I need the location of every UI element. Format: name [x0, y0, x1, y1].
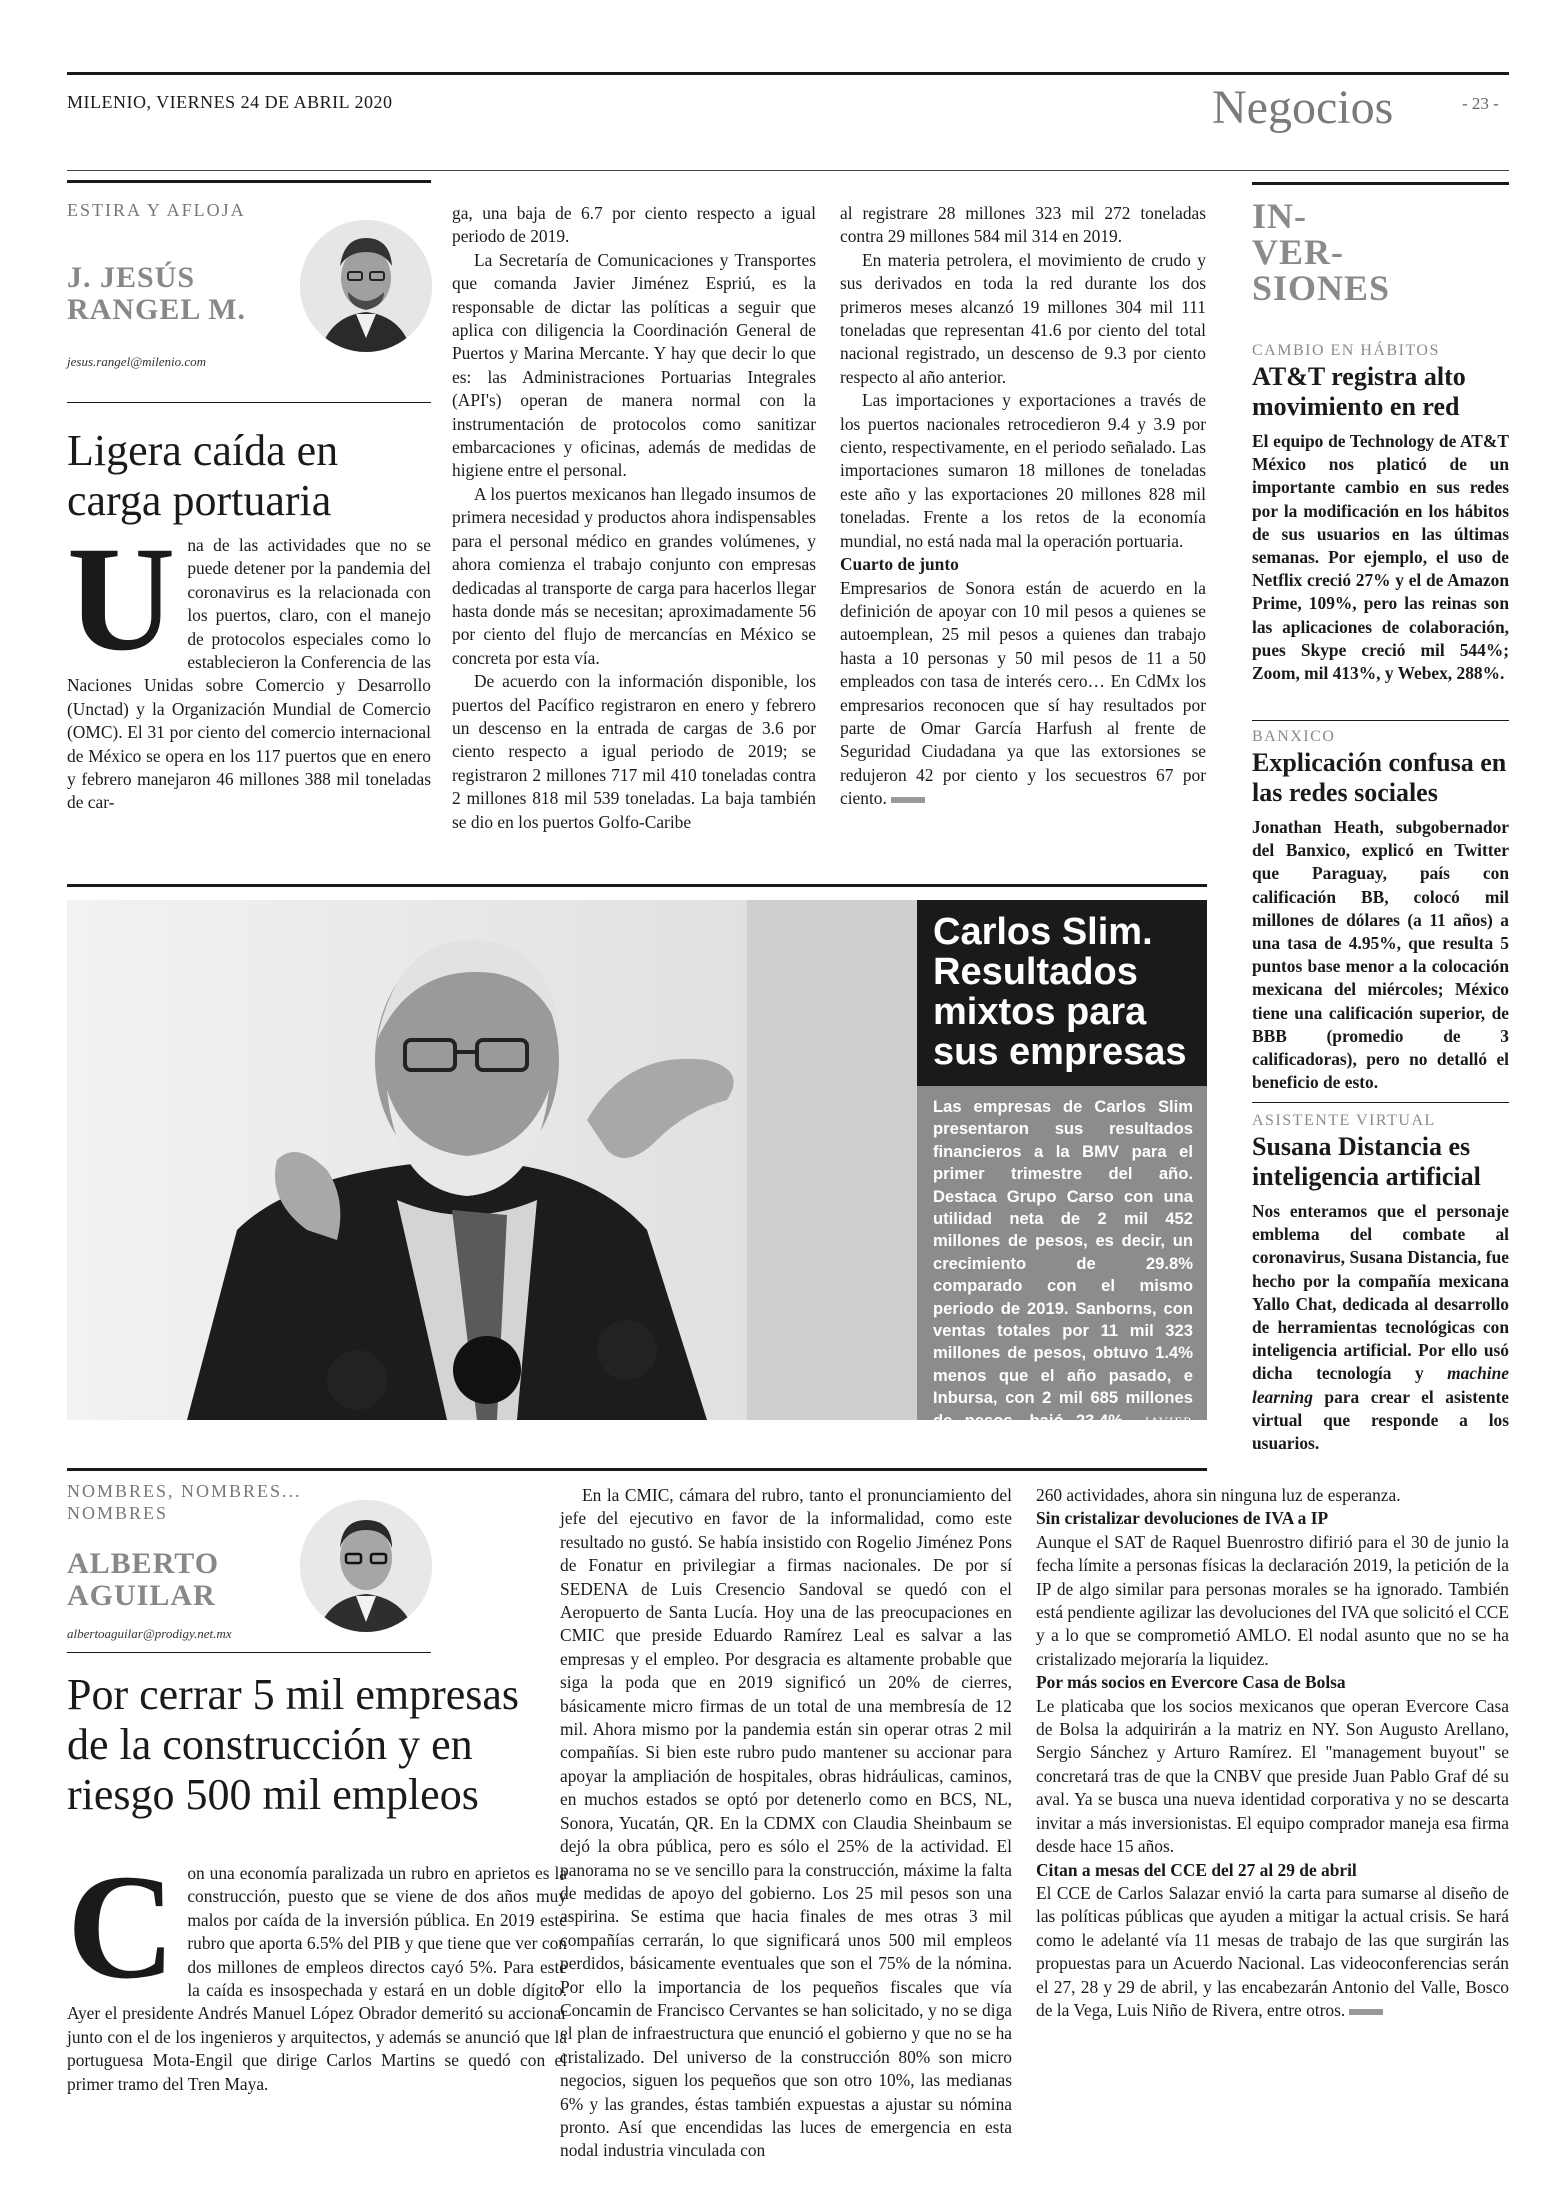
sidebar-item-title: AT&T registra alto movimiento en red — [1252, 362, 1466, 421]
subhead: Sin cristalizar devoluciones de IVA a IP — [1036, 1508, 1329, 1529]
paragraph: Aunque el SAT de Raquel Buenrostro difirió para el 30 de junio la fecha límite a personas físicas la declaración 2019, la petición de la IP de algo similar para personas morales se ha ignorado. También está pendiente agilizar las devoluciones del IVA que solicitó el CCE y a lo que se comprometió AMLO. El nodal asunto que no se ha cristalizado mejoraría la liquidez. — [1036, 1531, 1509, 1669]
column1-col-a-text: na de las actividades que no se puede detener por la pandemia del coronavirus es la relacionada con los puertos, claro, con el manejo de protocolos especiales como lo establecieron la Conferencia de las Naciones Unidas sobre Comercio y Desarrollo (Unctad) y la Organización Mundial de Comercio (OMC). El 31 por ciento del comercio internacional de México se opera en los 117 puertos que en enero y febrero manejaron 46 millones 388 mil toneladas de car- — [67, 535, 431, 813]
column2-byline-rule — [67, 1652, 431, 1653]
column1-headline: Ligera caída en carga portuaria — [67, 426, 339, 525]
end-mark — [891, 797, 925, 803]
author-line-2: AGUILAR — [67, 1579, 216, 1612]
sidebar-title-line: SIONES — [1252, 268, 1391, 308]
subhead: Citan a mesas del CCE del 27 al 29 de abril — [1036, 1859, 1357, 1880]
column1-byline-rule — [67, 402, 431, 403]
column1-col-a — [67, 516, 431, 815]
paragraph: La Secretaría de Comunicaciones y Transportes que comanda Javier Jiménez Espriú, es la responsable de dictar las políticas a seguir que aplica con diligencia la Coordinación General de Puertos y Marina Mercante. Y hay que decir lo que es: las Administraciones Portuarias Integrales (API's) operan de manera normal con la instrumentación de protocolos como sanitizar embarcaciones y oficinas, además de medidas de higiene entre el personal. — [452, 249, 816, 481]
kicker-line: NOMBRES, NOMBRES... — [67, 1481, 302, 1501]
feature-title-box — [917, 900, 1207, 1086]
paragraph — [1036, 1882, 1509, 2022]
sidebar-title — [1252, 198, 1390, 306]
date-line: MILENIO, VIERNES 24 DE ABRIL 2020 — [67, 92, 393, 112]
paragraph: al registrare 28 millones 323 mil 272 toneladas contra 29 millones 584 mil 314 en 2019. — [840, 203, 1206, 247]
author-line-2: RANGEL M. — [67, 293, 247, 326]
paragraph: Le platicaba que los socios mexicanos que operan Evercore Casa de Bolsa la adquirirán a la matriz en NY. Son Augusto Arellano, Sergio Sánchez y Arturo Ramírez. El "management buyout" se concretará tras de que la CNBV que preside Juan Pablo Graf dé su aval. Ya se busca una nueva identidad corporativa y no se descarta invitar a más inversionistas. El equipo comprador maneja esa firma desde hace 15 años. — [1036, 1695, 1509, 1857]
sidebar-item-kicker: CAMBIO EN HÁBITOS — [1252, 342, 1440, 359]
paragraph-text: Empresarios de Sonora están de acuerdo en la definición de apoyar con 10 mil pesos a quienes se autoemplean, 25 mil pesos a quienes dan trabajo hasta a 10 personas y 50 mil pesos de 11 a 50 empleados con tasa de interés cero… En CdMx los empresarios reconocen que sí hay resultados por parte de Omar García Harfush al frente de Seguridad Ciudadana ya que las extorsiones se redujeron 42 por ciento y los secuestros 67 por ciento. — [840, 577, 1206, 809]
sidebar-item-kicker: ASISTENTE VIRTUAL — [1252, 1112, 1436, 1129]
author-name — [67, 1548, 219, 1612]
column1-col-b — [452, 202, 816, 834]
sidebar-item-kicker: BANXICO — [1252, 728, 1336, 745]
author-email: jesus.rangel@milenio.com — [67, 354, 207, 369]
feature-title-line: mixtos para — [933, 991, 1147, 1033]
sidebar-item-text: El equipo de Technology de AT&T México nos platicó de un importante cambio en sus redes por la modificación en los hábitos de sus usuarios en las últimas semanas. Por ejemplo, el uso de Netflix creció 27% y el de Amazon Prime, 109%, pero las reinas son las aplicaciones de colaboración, pues Skype creció mil 544%; Zoom, mil 413%, y Webex, 288%. — [1252, 431, 1509, 684]
dropcap-u: U — [67, 516, 176, 682]
sidebar-text-part: para crear el asistente virtual que responde a los usuarios. — [1252, 1386, 1509, 1454]
feature-top-rule — [67, 884, 1207, 887]
column1-col-c — [840, 202, 1206, 811]
feature-title-line: Resultados — [933, 951, 1138, 993]
end-mark — [1349, 2009, 1383, 2015]
paragraph: ga, una baja de 6.7 por ciento respecto a igual periodo de 2019. — [452, 203, 816, 247]
sidebar-item — [1252, 342, 1509, 685]
sidebar-rule — [1252, 720, 1509, 721]
sidebar-title-line: IN- — [1252, 196, 1307, 236]
paragraph — [840, 577, 1206, 811]
author-email: albertoaguilar@prodigy.net.mx — [67, 1626, 232, 1641]
author-line-1: ALBERTO — [67, 1547, 220, 1580]
author-name — [67, 262, 246, 326]
column2-col-c — [1036, 1484, 1509, 2022]
column2-top-rule — [67, 1468, 1207, 1471]
sidebar-item-title: Susana Distancia es inteligencia artificial — [1252, 1132, 1481, 1191]
header-rule — [67, 170, 1509, 171]
paragraph-text: El CCE de Carlos Salazar envió la carta para sumarse al diseño de las políticas públicas que ayuden a mitigar la actual crisis. Se hará como le adelanté vía 11 mesas de trabajo de las que surgirán las propuestas para un Acuerdo Nacional. Las videoconferencias serán el 27, 28 y 29 de abril, y las encabezarán Antonio del Valle, Bosco de la Vega, Luis Niño de Rivera, entre otros. — [1036, 1882, 1509, 2020]
paragraph: En la CMIC, cámara del rubro, tanto el pronunciamiento del jefe del ejecutivo en favor de la informalidad, como este resultado no gustó. Se había insistido con Rogelio Jiménez Pons de Fonatur en privilegiar a firmas nacionales. De por sí SEDENA de Luis Cresencio Sandoval se quedó con el Aeropuerto de Santa Lucía. Hoy una de las preocupaciones en CMIC que preside Eduardo Ramírez Leal es salvar a las empresas y el empleo. Por desgracia es altamente probable que siga la poda que en 2019 significó un 20% de cierres, básicamente micro firmas de un total de una membresía de 12 mil. Ahora mismo por la pandemia están sin operar otras 2 mil compañías. Si bien este rubro pudo mantener su accionar para apoyar la ampliación de hospitales, obras hidráulicas, caminos, en muchos estados se optó por detenerlo como en BCS, NL, Sonora, Yucatán, QR. En la CDMX con Claudia Sheinbaum se dejó la obra pública, pero es sólo el 25% de la actividad. El panorama no se ve sencillo para la construcción, máxime la falta de medidas de apoyo del gobierno. Los 25 mil pesos son una aspirina. Se estima que hacia finales de mes otras 3 mil compañías cerrarán, lo que significará unos 500 mil empleos perdidos, básicamente eventuales que son el 75% de la nómina. Por ello la importancia de los pequeños fiscales que vía Concamin de Francisco Cervantes se han solicitado, y no se diga el plan de infraestructura que enunció el gobierno y que no se ha cristalizado. Del universo de la construcción 80% son micro negocios, siguen los pequeños que son otro 10%, las medianas 6% y las grandes, éstas también expuestas a ajustar su nómina pronto. Así que encendidas las luces de emergencia en esta nodal industria vinculada con — [560, 1485, 1012, 2161]
author-photo — [300, 220, 432, 352]
kicker-line: NOMBRES — [67, 1503, 169, 1523]
top-rule — [67, 72, 1509, 75]
sidebar-item-text: Jonathan Heath, subgobernador del Banxico, explicó en Twitter que Paraguay, país con calificación BB, colocó mil millones de dólares (a 11 años) a una tasa de 4.95%, que resulta 5 puntos base menor a la colocación mexicana del miércoles; México tiene una calificación superior, de BBB (promedio de 3 calificadoras), pero no detalló el beneficio de esto. — [1252, 817, 1509, 1093]
paragraph: Las importaciones y exportaciones a través de los puertos nacionales retrocedieron 9.4 y 3.9 por ciento, respectivamente, en el periodo señalado. Las importaciones sumaron 18 millones de toneladas este año y las exportaciones 20 millones 828 mil toneladas. Frente a los retos de la economía mundial, no está nada mal la operación portuaria. — [840, 390, 1206, 551]
sidebar-text-emphasis: machine learning — [1252, 1363, 1509, 1407]
column2-col-a — [67, 1844, 567, 2096]
feature-photo — [67, 900, 917, 1420]
sidebar-item — [1252, 728, 1509, 1094]
subhead-cuarto-de-junto: Cuarto de junto — [840, 554, 959, 575]
author-photo — [300, 1500, 432, 1632]
dropcap-c: C — [67, 1844, 176, 2010]
page-number: - 23 - — [1462, 94, 1499, 113]
feature-text-box — [917, 1086, 1207, 1453]
feature-body: Las empresas de Carlos Slim presentaron sus resultados financieros a la BMV para el primer trimestre del año. Destaca Grupo Carso con una utilidad neta de 2 mil 452 millones de pesos, es decir, un crecimiento de 29.8% comparado con el mismo periodo de 2019. Sanborns, con ventas totales por 11 mil 323 millones de pesos, obtuvo 1.4% menos que el año pasado, e Inbursa, con 2 mil 685 millones de pesos, bajó 23.4%. — [933, 1097, 1193, 1430]
column1-top-rule — [67, 180, 431, 183]
sidebar-title-line: VER- — [1252, 232, 1344, 272]
paragraph: 260 actividades, ahora sin ninguna luz de esperanza. — [1036, 1485, 1401, 1505]
feature-title-line: Carlos Slim. — [933, 911, 1153, 953]
column2-col-a-text: on una economía paralizada un rubro en aprietos es la construcción, puesto que se viene de dos años muy malos por caída de la inversión pública. En 2019 este rubro que aporta 6.5% del PIB y que tiene que ver con dos millones de empleos directos cayó 5%. Para este la caída es insospechada y estará en un doble dígito. Ayer el presidente Andrés Manuel López Obrador demeritó su accionar junto con el de los ingenieros y arquitectos, y además se anunció que la portuguesa Mota-Engil que dirige Carlos Martins se quedó con el primer tramo del Tren Maya. — [67, 1863, 567, 2094]
sidebar-item-title: Explicación confusa en las redes sociales — [1252, 748, 1507, 807]
feature-title — [917, 900, 1207, 1084]
column2-col-b — [560, 1484, 1012, 2163]
feature-title-line: sus empresas — [933, 1031, 1187, 1073]
paragraph: A los puertos mexicanos han llegado insumos de primera necesidad y productos ahora indispensables para el personal médico en grandes volúmenes, y ahora comienza el trabajo conjunto con empresas dedicadas al transporte de carga para hacerlos llegar hasta donde más se necesitan; aproximadamente 56 por ciento del flujo de mercancías en México se concreta por esta vía. — [452, 483, 816, 668]
sidebar-text-part: Nos enteramos que el personaje emblema del combate al coronavirus, Susana Distancia, fue hecho por la compañía mexicana Yallo Chat, dedicada al desarrollo de herramientas tecnológicas con inteligencia artificial. Por ello usó dicha tecnología y — [1252, 1201, 1509, 1384]
sidebar-item — [1252, 1112, 1509, 1455]
sidebar-item-text — [1252, 1200, 1509, 1455]
column-kicker — [67, 1480, 302, 1524]
section-title: Negocios — [1212, 81, 1394, 134]
photo-credit: JAVIER RÍOS — [933, 1413, 1193, 1453]
sidebar-top-rule — [1252, 182, 1509, 185]
sidebar-rule — [1252, 1102, 1509, 1103]
column-kicker: ESTIRA Y AFLOJA — [67, 200, 246, 220]
feature-text — [917, 1086, 1207, 1457]
column2-headline: Por cerrar 5 mil empresas de la construcción y en riesgo 500 mil empleos — [67, 1670, 520, 1819]
author-line-1: J. JESÚS — [67, 261, 196, 294]
paragraph: De acuerdo con la información disponible, los puertos del Pacífico registraron en enero y febrero un descenso en la entrada de cargas de 3.6 por ciento respecto a igual periodo de 2019; se registraron 2 millones 717 mil 410 toneladas contra 2 millones 818 mil 539 toneladas. La baja también se dio en los puertos Golfo-Caribe — [452, 671, 816, 832]
subhead: Por más socios en Evercore Casa de Bolsa — [1036, 1672, 1346, 1693]
paragraph: En materia petrolera, el movimiento de crudo y sus derivados en toda la red durante los dos primeros meses alcanzó 19 millones 304 mil 111 toneladas que representan 41.6 por ciento del total nacional registrado, un descenso de 9.3 por ciento respecto al año anterior. — [840, 249, 1206, 387]
